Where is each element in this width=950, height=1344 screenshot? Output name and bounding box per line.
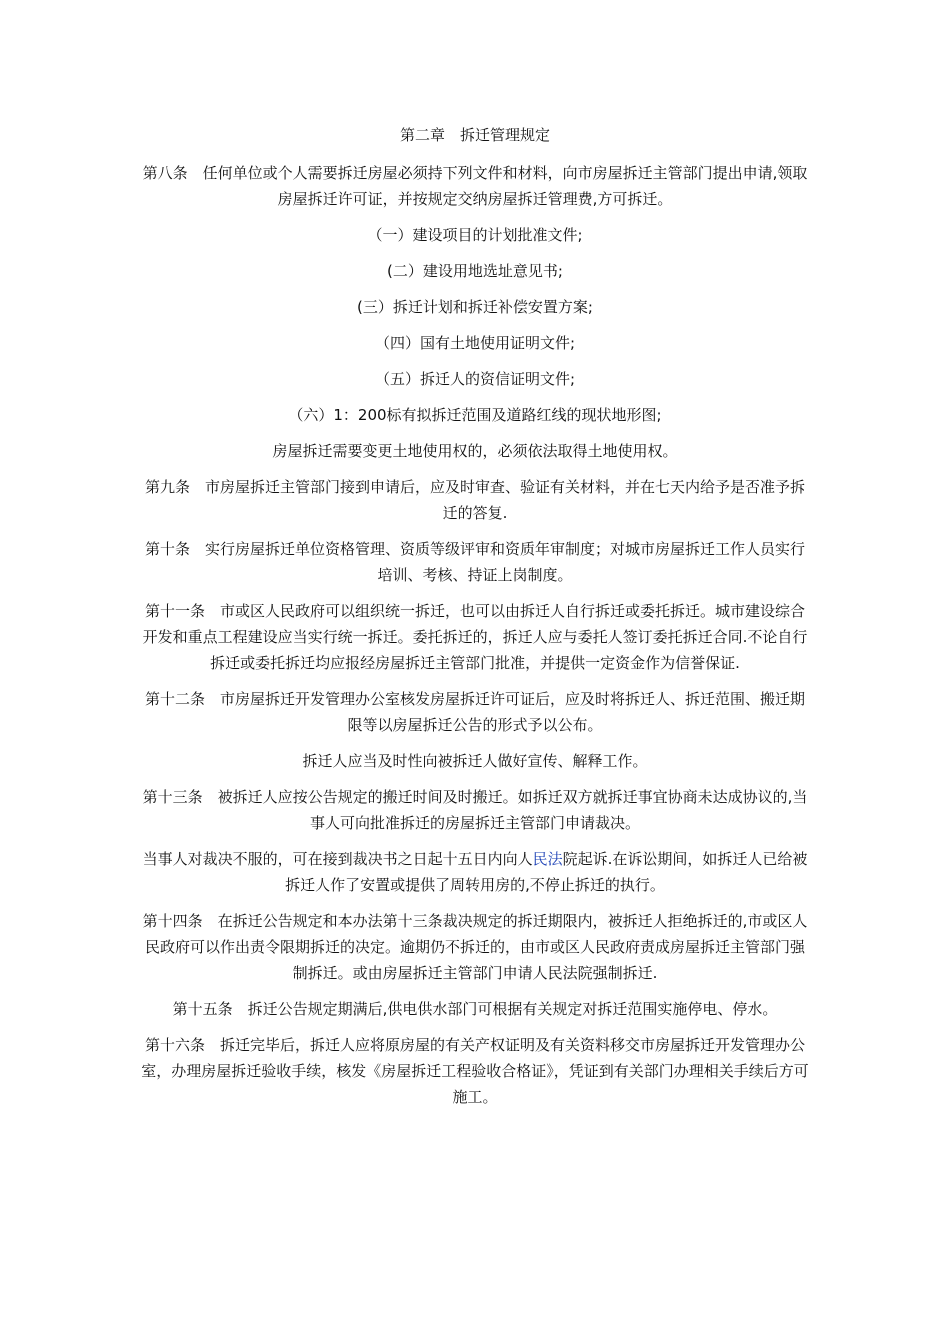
appeal-paragraph [140,846,810,898]
list-item-3: (三）拆迁计划和拆迁补偿安置方案; [357,298,593,316]
appeal-text-before: 当事人对裁决不服的，可在接到裁决书之日起十五日内向人 [142,850,533,868]
list-item-2: (二）建设用地选址意见书; [387,262,563,280]
article-14: 第十四条 在拆迁公告规定和本办法第十三条裁决规定的拆迁期限内，被拆迁人拒绝拆迁的,市或区人民政府可以作出责令限期拆迁的决定。逾期仍不拆迁的，由市或区人民政府责成房屋拆迁主管部门强制拆迁。或由房屋拆迁主管部门申请人民法院强制拆迁. [142,912,808,982]
civil-law-link[interactable]: 民法 [532,850,563,868]
document-page [140,122,810,1120]
land-use-paragraph: 房屋拆迁需要变更土地使用权的，必须依法取得土地使用权。 [272,442,678,460]
article-15: 第十五条 拆迁公告规定期满后,供电供水部门可根据有关规定对拆迁范围实施停电、停水。 [172,1000,778,1018]
article-11: 第十一条 市或区人民政府可以组织统一拆迁，也可以由拆迁人自行拆迁或委托拆迁。城市建设综合开发和重点工程建设应当实行统一拆迁。委托拆迁的，拆迁人应与委托人签订委托拆迁合同.不论自行拆迁或委托拆迁均应报经房屋拆迁主管部门批准，并提供一定资金作为信誉保证. [142,602,808,672]
article-9: 第九条 市房屋拆迁主管部门接到申请后，应及时审查、验证有关材料，并在七天内给予是否准予拆迁的答复. [144,478,805,522]
publicity-paragraph: 拆迁人应当及时性向被拆迁人做好宣传、解释工作。 [302,752,648,770]
chapter-title: 第二章 拆迁管理规定 [399,126,550,144]
appeal-text-after: 院起诉.在诉讼期间，如拆迁人已给被拆迁人作了安置或提供了周转用房的,不停止拆迁的执行。 [285,850,808,894]
list-item-1: （一）建设项目的计划批准文件; [367,226,583,244]
article-8: 第八条 任何单位或个人需要拆迁房屋必须持下列文件和材料，向市房屋拆迁主管部门提出申请,领取房屋拆迁许可证，并按规定交纳房屋拆迁管理费,方可拆迁。 [142,164,808,208]
list-item-6: （六）1：200标有拟拆迁范围及道路红线的现状地形图; [288,406,662,424]
article-12: 第十二条 市房屋拆迁开发管理办公室核发房屋拆迁许可证后，应及时将拆迁人、拆迁范围、搬迁期限等以房屋拆迁公告的形式予以公布。 [144,690,805,734]
article-13: 第十三条 被拆迁人应按公告规定的搬迁时间及时搬迁。如拆迁双方就拆迁事宜协商未达成协议的,当事人可向批准拆迁的房屋拆迁主管部门申请裁决。 [142,788,808,832]
list-item-4: （四）国有土地使用证明文件; [374,334,576,352]
list-item-5: （五）拆迁人的资信证明文件; [374,370,576,388]
article-16: 第十六条 拆迁完毕后，拆迁人应将原房屋的有关产权证明及有关资料移交市房屋拆迁开发管理办公室，办理房屋拆迁验收手续，核发《房屋拆迁工程验收合格证》，凭证到有关部门办理相关手续后方可施工。 [141,1036,809,1106]
article-10: 第十条 实行房屋拆迁单位资格管理、资质等级评审和资质年审制度；对城市房屋拆迁工作人员实行培训、考核、持证上岗制度。 [144,540,805,584]
